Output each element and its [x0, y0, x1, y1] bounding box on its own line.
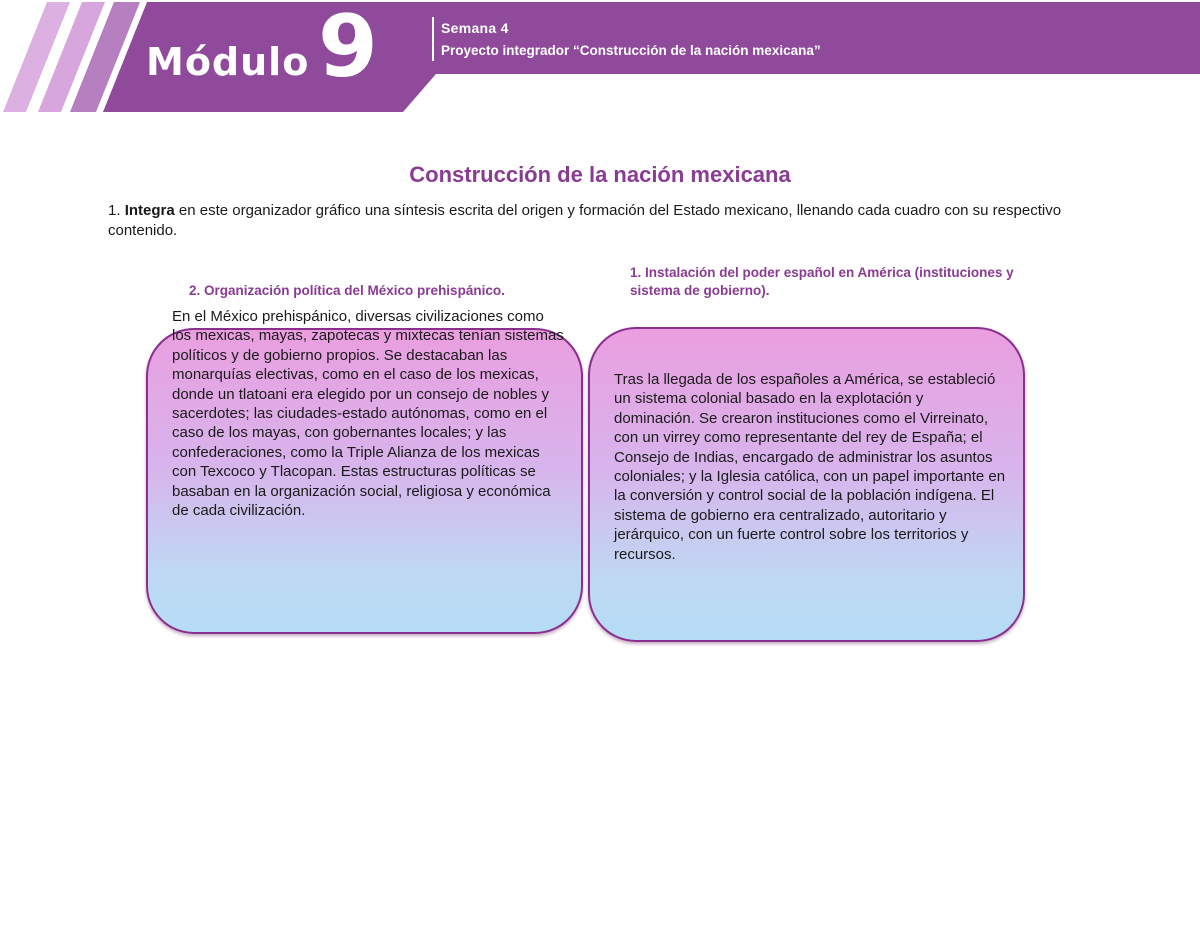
header-separator — [432, 17, 434, 61]
instruction-rest: en este organizador gráfico una síntesis escrita del origen y formación del Estado mexicano, llenando cada cuadro con su respectivo contenido. — [108, 202, 1062, 239]
page-title: Construcción de la nación mexicana — [409, 162, 791, 187]
instruction-text — [108, 201, 1108, 241]
module-banner — [0, 0, 1200, 115]
right-box-heading: 1. Instalación del poder español en América (instituciones y sistema de gobierno). — [630, 265, 1014, 298]
left-box-text: En el México prehispánico, diversas civilizaciones como los mexicas, mayas, zapotecas y mixtecas tenían sistemas políticos y de gobierno propios. Se destacaban las monarquías electivas, como en el caso de los mexicas, donde un tlatoani era elegido por un consejo de nobles y sacerdotes; las ciudades-estado autónomas, como en el caso de los mayas, con gobernantes locales; y las confederaciones, como la Triple Alianza de los mexicas con Texcoco y Tlacopan. Estas estructuras políticas se basaban en la organización social, religiosa y económica de cada civilización. — [172, 308, 564, 520]
module-label: Módulo — [146, 40, 310, 84]
instruction-bold-word: Integra — [124, 202, 175, 219]
project-title: Proyecto integrador “Construcción de la nación mexicana” — [441, 43, 821, 58]
left-box-heading: 2. Organización política del México prehispánico. — [189, 283, 505, 298]
right-box-text: Tras la llegada de los españoles a América, se estableció un sistema colonial basado en la explotación y dominación. Se crearon instituciones como el Virreinato, con un virrey como representante del rey de España; el Consejo de Indias, encargado de administrar los asuntos coloniales; y la Iglesia católica, con un papel importante en la conversión y control social de la población indígena. El sistema de gobierno era centralizado, autoritario y jerárquico, con un fuerte control sobre los territorios y recursos. — [614, 371, 1006, 563]
instruction-number: 1. — [108, 202, 121, 219]
week-label: Semana 4 — [441, 20, 509, 36]
module-number: 9 — [318, 0, 378, 97]
